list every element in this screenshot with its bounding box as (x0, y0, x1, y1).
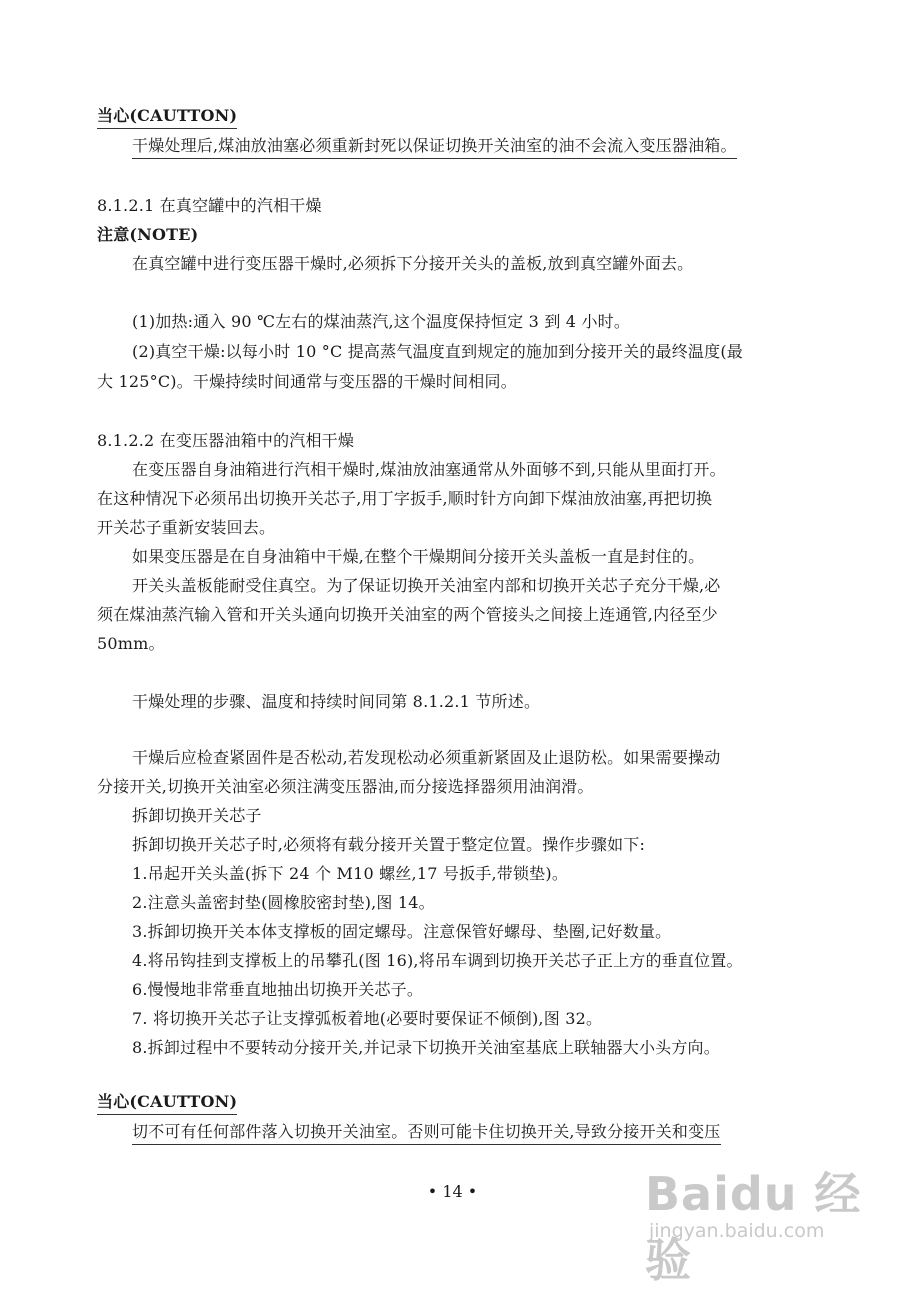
removal-title: 拆卸切换开关芯子 (132, 806, 262, 825)
caution-text: 切不可有任何部件落入切换开关油室。否则可能卡住切换开关,导致分接开关和变压 (132, 1122, 721, 1145)
paragraph-line: 如果变压器是在自身油箱中干燥,在整个干燥期间分接开关头盖板一直是封住的。 (132, 547, 705, 566)
removal-step: 1.吊起开关头盖(拆下 24 个 M10 螺丝,17 号扳手,带锁垫)。 (132, 864, 569, 883)
removal-step: 6.慢慢地非常垂直地抽出切换开关芯子。 (132, 980, 424, 999)
baidu-watermark (645, 1148, 875, 1287)
step-heating: (1)加热:通入 90 ℃左右的煤油蒸汽,这个温度保持恒定 3 到 4 小时。 (132, 312, 631, 331)
removal-step: 8.拆卸过程中不要转动分接开关,并记录下切换开关油室基底上联轴器大小头方向。 (132, 1038, 720, 1057)
removal-step: 3.拆卸切换开关本体支撑板的固定螺母。注意保管好螺母、垫圈,记好数量。 (132, 922, 672, 941)
section-heading-8122: 8.1.2.2 在变压器油箱中的汽相干燥 (97, 431, 355, 450)
paragraph-line: 在这种情况下必须吊出切换开关芯子,用丁字扳手,顺时针方向卸下煤油放油塞,再把切换 (97, 489, 713, 508)
caution-text: 干燥处理后,煤油放油塞必须重新封死以保证切换开关油室的油不会流入变压器油箱。 (132, 136, 737, 159)
section-heading-8121: 8.1.2.1 在真空罐中的汽相干燥 (97, 196, 322, 215)
paragraph-line: 开关头盖板能耐受住真空。为了保证切换开关油室内部和切换开关芯子充分干燥,必 (132, 576, 721, 595)
paragraph-line: 干燥后应检查紧固件是否松动,若发现松动必须重新紧固及止退防松。如果需要操动 (132, 748, 721, 767)
step-vacuum-line1: (2)真空干燥:以每小时 10 °C 提高蒸气温度直到规定的施加到分接开关的最终温度(最 (132, 342, 743, 361)
watermark-brand: Baidu 经验 (645, 1167, 862, 1287)
paragraph-line: 50mm。 (97, 634, 165, 653)
caution-title: 当心(CAUTTON) (97, 106, 237, 129)
page-number: • 14 • (427, 1182, 478, 1201)
removal-intro: 拆卸切换开关芯子时,必须将有载分接开关置于整定位置。操作步骤如下: (132, 835, 646, 854)
removal-step: 2.注意头盖密封垫(圆橡胶密封垫),图 14。 (132, 893, 435, 912)
paragraph-line: 开关芯子重新安装回去。 (97, 518, 276, 537)
paragraph-line: 分接开关,切换开关油室必须注满变压器油,而分接选择器须用油润滑。 (97, 777, 594, 796)
removal-step: 4.将吊钩挂到支撑板上的吊攀孔(图 16),将吊车调到切换开关芯子正上方的垂直位置。 (132, 951, 743, 970)
paragraph-line: 在变压器自身油箱进行汽相干燥时,煤油放油塞通常从外面够不到,只能从里面打开。 (132, 460, 726, 479)
note-title: 注意(NOTE) (97, 225, 199, 244)
watermark-url: jingyan.baidu.com (649, 1220, 825, 1242)
caution-title: 当心(CAUTTON) (97, 1092, 237, 1115)
note-text: 在真空罐中进行变压器干燥时,必须拆下分接开关头的盖板,放到真空罐外面去。 (132, 254, 694, 273)
paragraph-line: 须在煤油蒸汽输入管和开关头通向切换开关油室的两个管接头之间接上连通管,内径至少 (97, 605, 718, 624)
removal-step: 7. 将切换开关芯子让支撑弧板着地(必要时要保证不倾倒),图 32。 (132, 1009, 603, 1028)
step-vacuum-line2: 大 125°C)。干燥持续时间通常与变压器的干燥时间相同。 (97, 372, 517, 391)
paragraph-line: 干燥处理的步骤、温度和持续时间同第 8.1.2.1 节所述。 (132, 692, 541, 711)
